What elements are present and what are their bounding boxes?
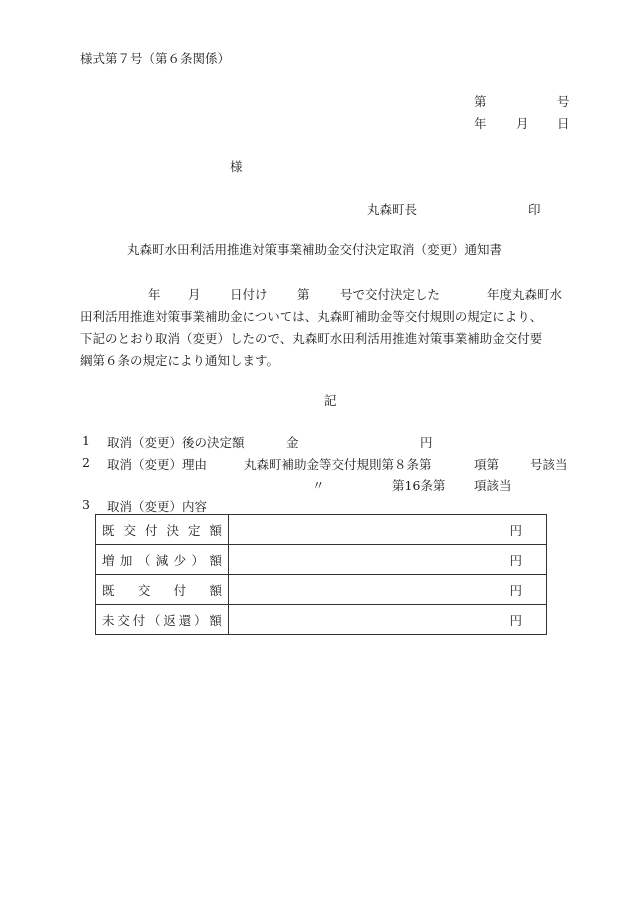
table-row [96, 575, 547, 605]
item-2-rule-16: 第16条第 [392, 478, 446, 493]
item-2-number: 2 [82, 455, 90, 470]
item-1-yen: 円 [420, 435, 433, 450]
amount-cell: 円 [229, 545, 547, 575]
body-fiscal-year: 年度丸森町水 [487, 287, 563, 302]
date-month: 月 [516, 116, 529, 131]
item-2-ditto: 〃 [312, 478, 325, 493]
body-dai: 第 [297, 287, 310, 302]
row-label-kikoufu: 既 交 付 額 [96, 575, 229, 605]
number-label-dai: 第 [474, 94, 487, 109]
item-2-rule: 丸森町補助金等交付規則第８条第 [244, 457, 432, 472]
amount-cell: 円 [229, 515, 547, 545]
table-row [96, 545, 547, 575]
seal-mark: 印 [528, 202, 541, 217]
row-label-zouka-genshou: 増 加 （ 減 少 ） 額 [96, 545, 229, 575]
body-decided: 号で交付決定した [340, 287, 441, 302]
item-2-gou: 号該当 [530, 457, 568, 472]
date-day: 日 [557, 116, 570, 131]
item-3-label: 取消（変更）内容 [107, 499, 208, 514]
body-line-4: 綱第６条の規定により通知します。 [80, 353, 280, 368]
addressee-suffix: 様 [230, 159, 243, 174]
row-label-kikoufu-kettei: 既 交 付 決 定 額 [96, 515, 229, 545]
item-1-kin: 金 [286, 435, 299, 450]
table-row [96, 515, 547, 545]
table-row [96, 605, 547, 635]
body-line-2: 田利活用推進対策事業補助金については、丸森町補助金等交付規則の規定により、 [80, 309, 543, 324]
content-table [95, 514, 547, 635]
form-number: 様式第７号（第６条関係） [80, 51, 231, 66]
date-year: 年 [474, 116, 487, 131]
body-month: 月 [188, 287, 201, 302]
body-line-3: 下記のとおり取消（変更）したので、丸森町水田利活用推進対策事業補助金交付要 [80, 331, 543, 346]
amount-cell: 円 [229, 605, 547, 635]
item-2-label: 取消（変更）理由 [107, 457, 208, 472]
body-year: 年 [148, 287, 161, 302]
item-3-number: 3 [82, 497, 90, 512]
body-dated: 日付け [230, 287, 268, 302]
item-2-kou: 項第 [474, 457, 500, 472]
issuer-title: 丸森町長 [367, 202, 418, 217]
amount-cell: 円 [229, 575, 547, 605]
item-1-label: 取消（変更）後の決定額 [107, 435, 245, 450]
number-label-gou: 号 [557, 94, 570, 109]
row-label-mikoufu-henkan: 未 交 付 （ 返 還 ） 額 [96, 605, 229, 635]
item-2-kou-2: 項該当 [474, 478, 512, 493]
item-1-number: 1 [82, 433, 90, 448]
ki-heading: 記 [324, 393, 337, 408]
document-title: 丸森町水田利活用推進対策事業補助金交付決定取消（変更）通知書 [127, 242, 503, 257]
